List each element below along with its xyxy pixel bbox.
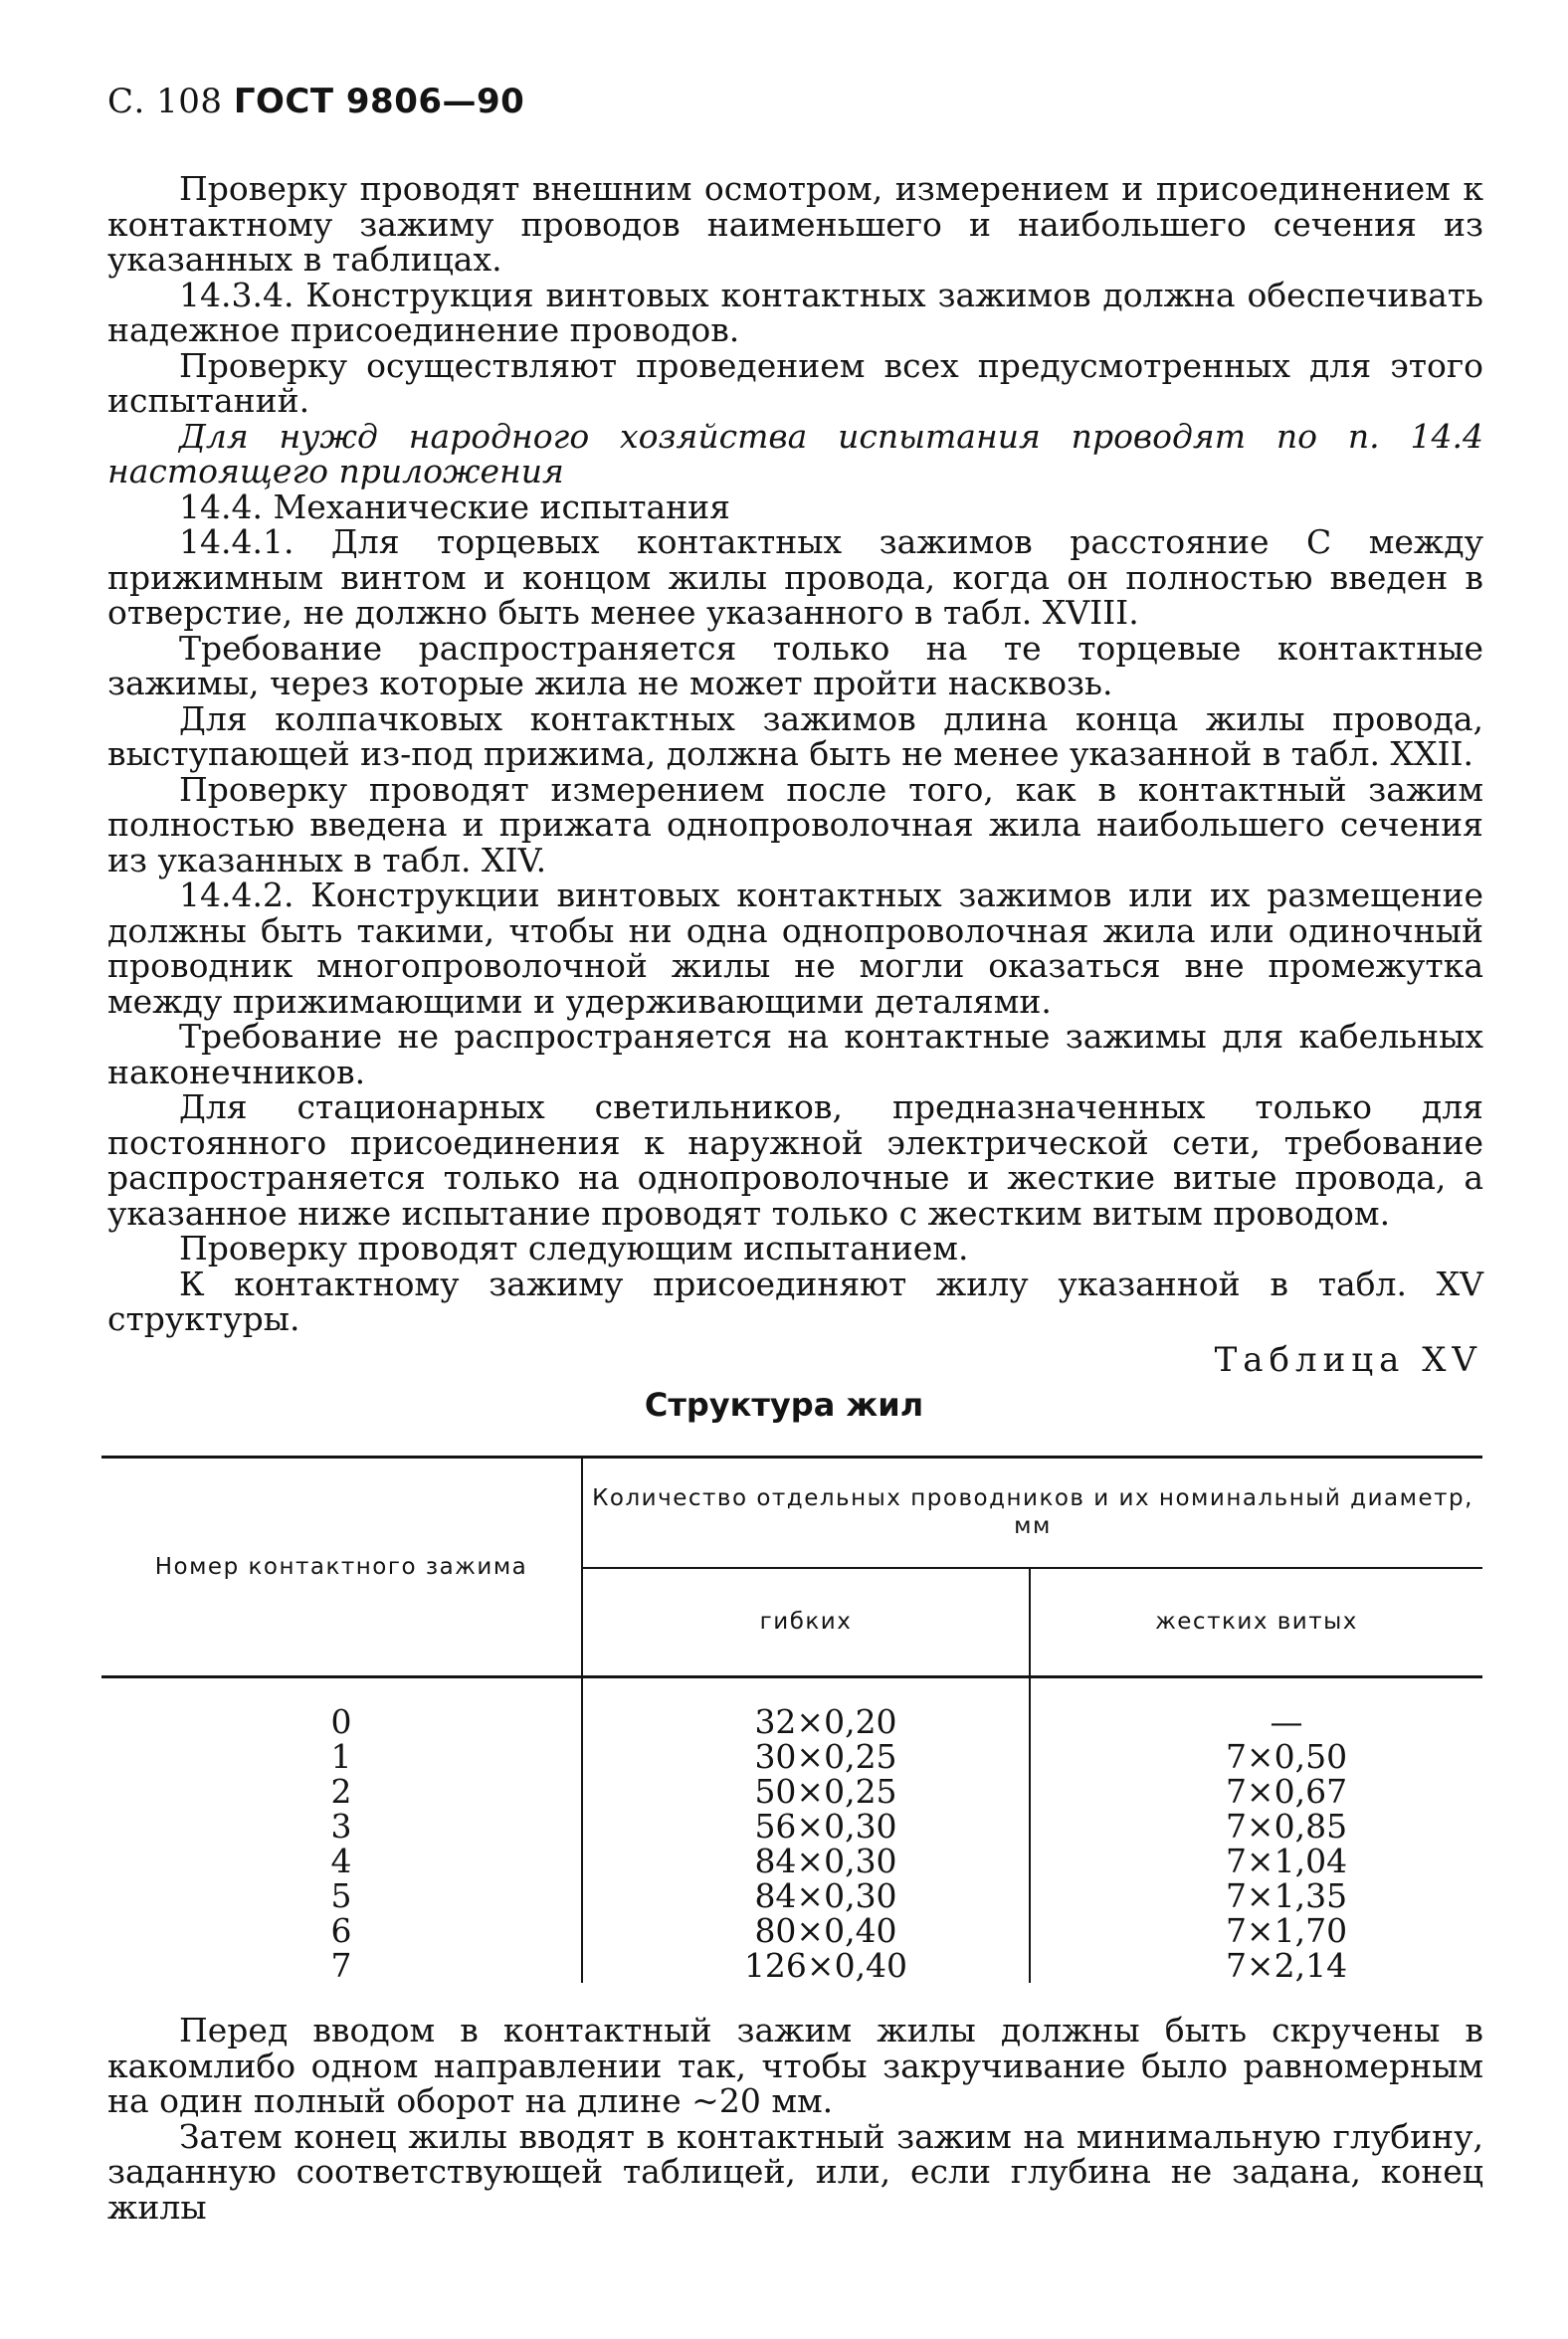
paragraph: Проверку осуществляют проведением всех предусмотренных для этого испытаний.	[107, 345, 1483, 420]
cell-terminal-number: 1	[101, 1739, 582, 1774]
paragraph: К контактному зажиму присоединяют жилу указанной в табл. XV структуры.	[107, 1264, 1483, 1338]
paragraph: Затем конец жилы вводят в контактный зажим на минимальную глубину, заданную соответствующей таблицей, или, если глубина не задана, конец жилы	[107, 2116, 1483, 2227]
cell-flexible: 126×0,40	[582, 1948, 1030, 1983]
cell-rigid: 7×1,04	[1225, 1842, 1348, 1880]
paragraph: Для колпачковых контактных зажимов длина конца жилы провода, выступающей из-под прижима, должна быть не менее указанной в табл. XXII.	[107, 698, 1483, 773]
table-title: Структура жил	[644, 1386, 924, 1424]
table-label: Таблица XV	[1214, 1340, 1482, 1380]
paragraph: Требование распространяется только на те торцевые контактные зажимы, через которые жила не может пройти насквозь.	[107, 628, 1483, 702]
table-row	[101, 1774, 1482, 1809]
column-header-rigid: жестких витых	[1030, 1568, 1482, 1677]
paragraph: Проверку проводят измерением после того, как в контактный зажим полностью введена и прижата однопроволочная жила наибольшего сечения из указанных в табл. XIV.	[107, 769, 1483, 879]
paragraph: Требование не распространяется на контактные зажимы для кабельных наконечников.	[107, 1017, 1483, 1091]
cell-terminal-number: 3	[101, 1809, 582, 1844]
column-header-terminal-number: Номер контактного зажима	[101, 1458, 582, 1677]
cell-flexible: 56×0,30	[582, 1809, 1030, 1844]
cell-rigid: 7×0,67	[1225, 1772, 1348, 1811]
cell-terminal-number: 4	[101, 1844, 582, 1878]
table-row	[101, 1809, 1482, 1844]
cell-rigid: 7×0,50	[1225, 1737, 1348, 1776]
cell-terminal-number: 5	[101, 1878, 582, 1913]
table-row	[101, 1739, 1482, 1774]
paragraph: 14.4.1. Для торцевых контактных зажимов расстояние С между прижимным винтом и концом жилы провода, когда он полностью введен в отверстие, не должно быть менее указанного в табл. XVIII.	[107, 522, 1483, 632]
table-row	[101, 1878, 1482, 1913]
cell-rigid: —	[1270, 1702, 1303, 1741]
cell-flexible: 32×0,20	[582, 1677, 1030, 1740]
cell-flexible: 84×0,30	[582, 1878, 1030, 1913]
column-header-group: Количество отдельных проводников и их номинальный диаметр, мм	[582, 1458, 1482, 1568]
cell-terminal-number: 2	[101, 1774, 582, 1809]
paragraph: Проверку проводят внешним осмотром, измерением и присоединением к контактному зажиму проводов наименьшего и наибольшего сечения из указанных в таблицах.	[107, 169, 1483, 279]
wire-structure-table	[101, 1456, 1482, 1983]
cell-rigid: 7×0,85	[1225, 1807, 1348, 1846]
paragraph: 14.4. Механические испытания	[179, 487, 730, 526]
page-number: С. 108	[107, 82, 223, 121]
paragraph: Для нужд народного хозяйства испытания проводят по п. 14.4 настоящего приложения	[107, 416, 1483, 490]
table-row	[101, 1677, 1482, 1740]
body-text-bottom	[107, 2013, 1483, 2225]
cell-terminal-number: 7	[101, 1948, 582, 1983]
table-row	[101, 1913, 1482, 1948]
cell-rigid: 7×1,35	[1225, 1876, 1348, 1915]
column-header-flexible: гибких	[582, 1568, 1030, 1677]
paragraph: Перед вводом в контактный зажим жилы должны быть скручены в какомлибо одном направлении так, чтобы закручивание было равномерным на один полный оборот на длине ~20 мм.	[107, 2011, 1483, 2120]
paragraph: Для стационарных светильников, предназначенных только для постоянного присоединения к наружной электрической сети, требование распространяется только на однопроволочные и жесткие витые провода, а указанное ниже испытание проводят только с жестким витым проводом.	[107, 1087, 1483, 1233]
page-header	[107, 82, 524, 121]
cell-terminal-number: 6	[101, 1913, 582, 1948]
cell-flexible: 84×0,30	[582, 1844, 1030, 1878]
paragraph: 14.3.4. Конструкция винтовых контактных зажимов должна обеспечивать надежное присоединение проводов.	[107, 275, 1483, 349]
standard-number: ГОСТ 9806—90	[233, 82, 525, 121]
cell-flexible: 30×0,25	[582, 1739, 1030, 1774]
cell-rigid: 7×1,70	[1225, 1911, 1348, 1950]
cell-rigid: 7×2,14	[1225, 1946, 1348, 1985]
paragraph: 14.4.2. Конструкции винтовых контактных зажимов или их размещение должны быть такими, чтобы ни одна однопроволочная жила или одиночный проводник многопроволочной жилы не могли оказаться вне промежутка между прижимающими и удерживающими деталями.	[107, 876, 1483, 1021]
cell-flexible: 50×0,25	[582, 1774, 1030, 1809]
cell-flexible: 80×0,40	[582, 1913, 1030, 1948]
body-text-top	[107, 171, 1483, 1337]
table-row	[101, 1844, 1482, 1878]
cell-terminal-number: 0	[101, 1677, 582, 1740]
paragraph: Проверку проводят следующим испытанием.	[179, 1229, 969, 1267]
table-row	[101, 1948, 1482, 1983]
